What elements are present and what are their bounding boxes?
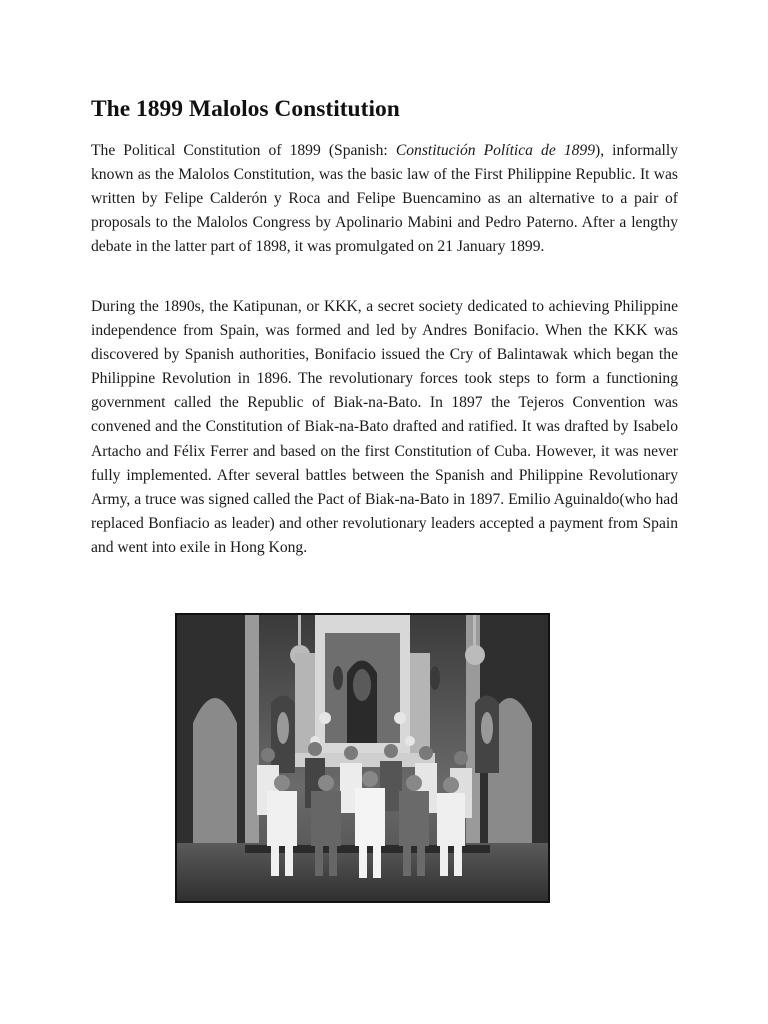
page-title: The 1899 Malolos Constitution: [91, 96, 400, 122]
paragraph-1-rest: ), informally known as the Malolos Constitution, was the basic law of the First Philippine Republic. It was written by Felipe Calderón y Roca and Felipe Buencamino as an alternative to a pair of proposals to the Malolos Congress by Apolinario Mabini and Pedro Paterno. After a lengthy debate in the latter part of 1898, it was promulgated on 21 January 1899.: [91, 142, 678, 256]
spanish-title: Constitución Política de 1899: [395, 142, 596, 159]
paragraph-1-lead: The Political Constitution of 1899 (Spanish:: [91, 142, 396, 159]
historical-group-photo: [175, 613, 550, 903]
paragraph-1: [91, 139, 678, 259]
paragraph-2: During the 1890s, the Katipunan, or KKK, a secret society dedicated to achieving Philippine independence from Spain, was formed and led by Andres Bonifacio. When the KKK was discovered by Spanish authorities, Bonifacio issued the Cry of Balintawak which began the Philippine Revolution in 1896. The revolutionary forces took steps to form a functioning government called the Republic of Biak-na-Bato. In 1897 the Tejeros Convention was convened and the Constitution of Biak-na-Bato drafted and ratified. It was drafted by Isabelo Artacho and Félix Ferrer and based on the first Constitution of Cuba. However, it was never fully implemented. After several battles between the Spanish and Philippine Revolutionary Army, a truce was signed called the Pact of Biak-na-Bato in 1897. Emilio Aguinaldo(who had replaced Bonfiacio as leader) and other revolutionary leaders accepted a payment from Spain and went into exile in Hong Kong.: [91, 298, 678, 556]
group-photo-illustration: [175, 613, 550, 903]
